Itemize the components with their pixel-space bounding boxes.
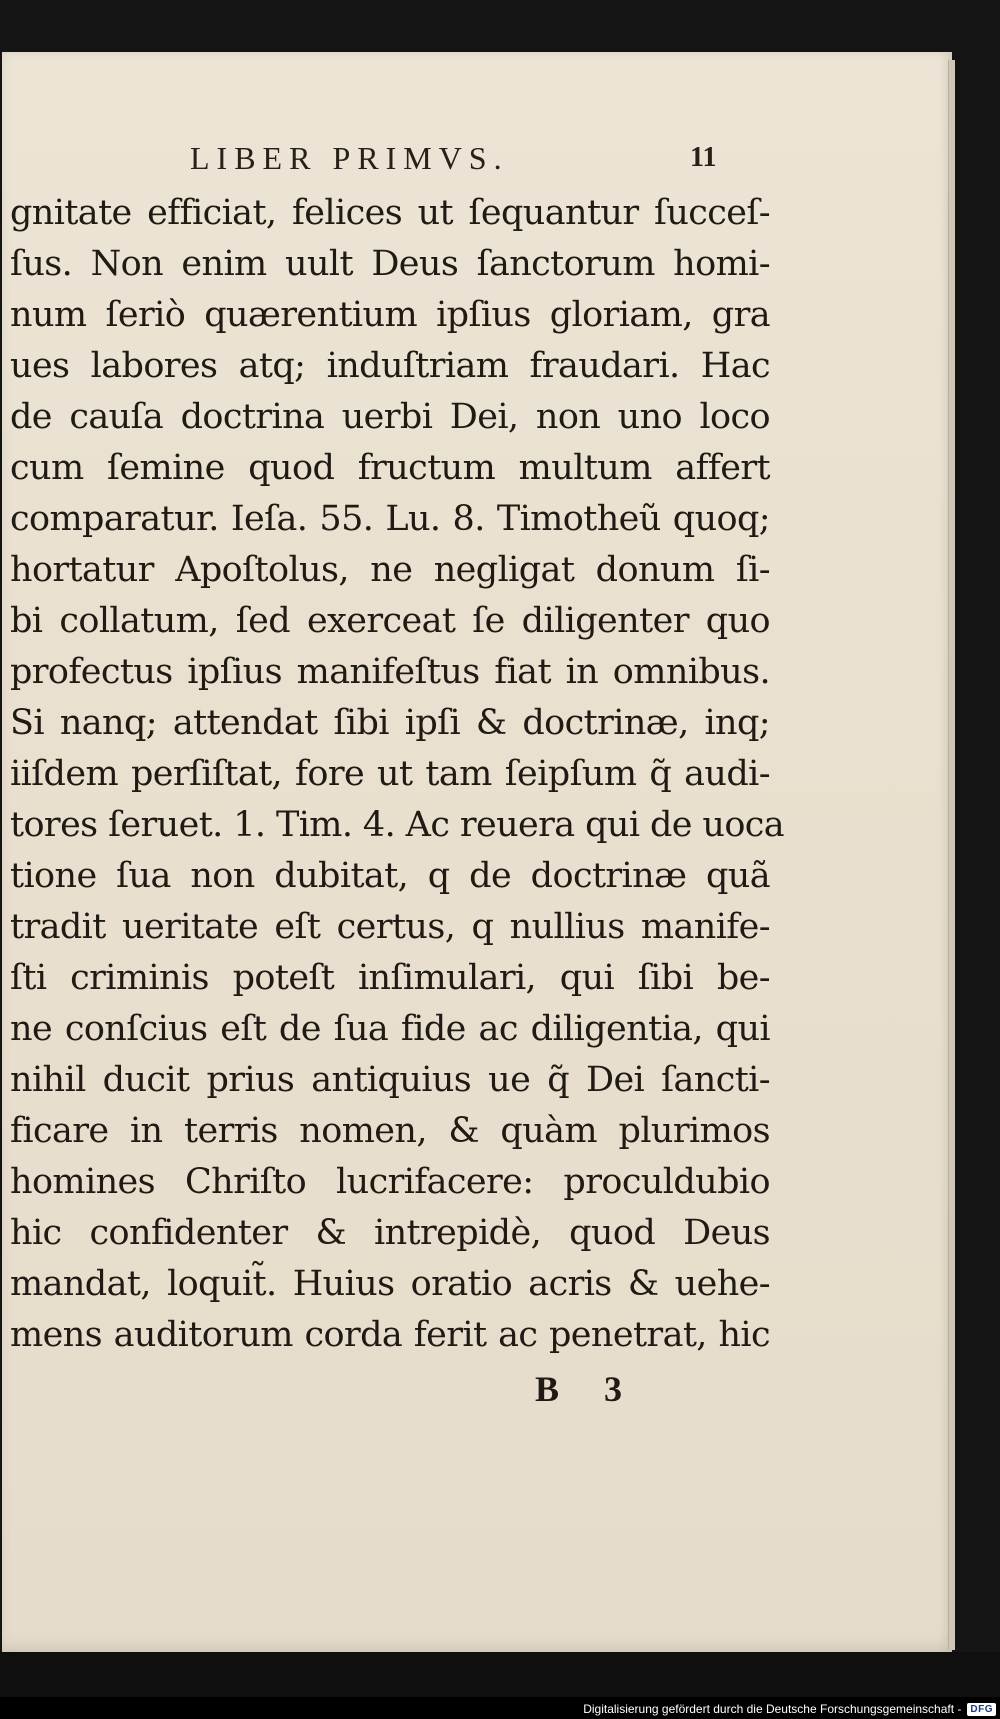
dfg-logo: DFG (967, 1703, 996, 1716)
funding-footer (583, 1699, 996, 1719)
signature-mark: B 3 (535, 1369, 641, 1409)
text-line: iiſdem perſiſtat, fore ut tam ſeipſum q̃ audi- (10, 754, 770, 794)
page-edge (948, 60, 955, 1650)
text-line: ne conſcius eſt de ſua fide ac diligentia, qui (10, 1009, 770, 1049)
text-line: Si nanq; attendat ſibi ipſi & doctrinæ, inq; (10, 703, 770, 743)
text-line: tores ſeruet. 1. Tim. 4. Ac reuera qui de uoca (10, 805, 785, 845)
text-line: hic confidenter & intrepidè, quod Deus (10, 1213, 770, 1253)
running-head: LIBER PRIMVS. (190, 140, 509, 176)
text-line: tradit ueritate eſt certus, q nullius manife- (10, 907, 770, 947)
text-line: ues labores atq; induſtriam fraudari. Hac (10, 346, 770, 386)
text-line: mens auditorum corda ferit ac penetrat, hic (10, 1315, 770, 1355)
text-line: gnitate efficiat, felices ut ſequantur ſucceſ- (10, 193, 770, 233)
text-line: ſti criminis poteſt inſimulari, qui ſibi be- (10, 958, 770, 998)
text-line: num ſeriò quærentium ipſius gloriam, gra (10, 295, 770, 335)
text-line: de cauſa doctrina uerbi Dei, non uno loco (10, 397, 770, 437)
funding-note: Digitalisierung gefördert durch die Deutsche Forschungsgemeinschaft - (583, 1702, 962, 1716)
text-line: nihil ducit prius antiquius ue q̃ Dei ſancti- (10, 1060, 770, 1100)
text-line: tione ſua non dubitat, q de doctrinæ quã (10, 856, 770, 896)
body-text (10, 188, 785, 1361)
text-line: comparatur. Ieſa. 55. Lu. 8. Timotheũ quoq; (10, 499, 770, 539)
text-line: mandat, loquit̃. Huius oratio acris & uehe- (10, 1264, 770, 1304)
text-line: ficare in terris nomen, & quàm plurimos (10, 1111, 770, 1151)
text-line: profectus ipſius manifeſtus fiat in omnibus. (10, 652, 770, 692)
text-line: hortatur Apoſtolus, ne negligat donum ſi- (10, 550, 770, 590)
text-line: ſus. Non enim uult Deus ſanctorum homi- (10, 244, 770, 284)
scan-border (0, 1652, 1000, 1697)
page-number: 11 (690, 142, 717, 173)
text-line: bi collatum, ſed exerceat ſe diligenter quo (10, 601, 770, 641)
text-line: cum ſemine quod fructum multum affert (10, 448, 770, 488)
text-line: homines Chriſto lucrifacere: proculdubio (10, 1162, 770, 1202)
